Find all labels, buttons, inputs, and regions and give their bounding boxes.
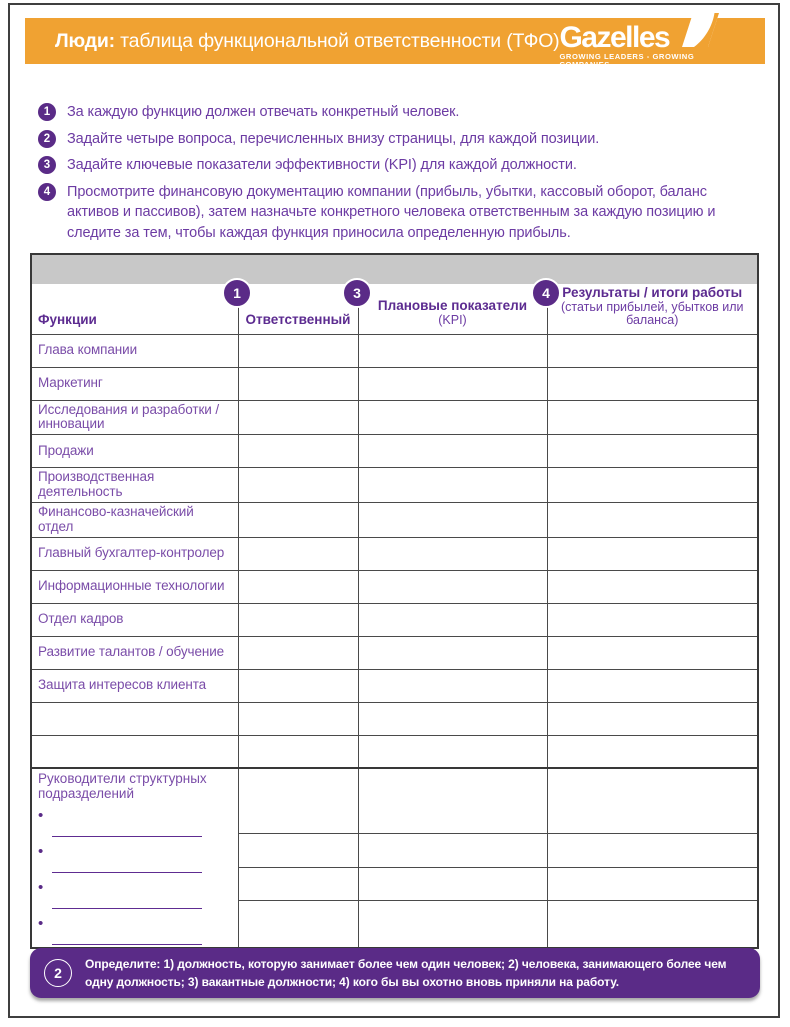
function-label: Исследования и разработки / инновации xyxy=(31,400,238,435)
fill-in-cell[interactable] xyxy=(547,468,758,503)
column-header-kpi-sub: (KPI) xyxy=(438,313,467,328)
fill-in-cell[interactable] xyxy=(238,400,358,435)
column-header-kpi-label: Плановые показатели xyxy=(377,298,528,314)
department-heads-cell xyxy=(31,768,238,948)
instruction-text: Задайте ключевые показатели эффективности (KPI) для каждой должности. xyxy=(67,157,577,174)
table-row xyxy=(31,468,758,503)
fill-in-cell[interactable] xyxy=(547,735,758,768)
function-label: Развитие талантов / обучение xyxy=(31,636,238,669)
fill-in-cell[interactable] xyxy=(238,868,358,901)
fill-in-cell[interactable] xyxy=(547,367,758,400)
fill-in-cell[interactable] xyxy=(547,768,758,833)
accountability-table xyxy=(30,253,759,949)
fill-in-cell[interactable] xyxy=(547,702,758,735)
function-label: Маркетинг xyxy=(31,367,238,400)
fill-in-cell[interactable] xyxy=(358,570,547,603)
fill-in-cell[interactable] xyxy=(358,367,547,400)
column-header-functions: Функции xyxy=(31,284,238,334)
table-header-row xyxy=(31,284,758,334)
column-badge-4: 4 xyxy=(531,278,561,308)
instruction-text: За каждую функцию должен отвечать конкретный человек. xyxy=(67,104,460,120)
fill-in-cell[interactable] xyxy=(238,735,358,768)
fill-in-blank-line[interactable] xyxy=(52,872,202,873)
fill-in-cell[interactable] xyxy=(238,636,358,669)
fill-in-cell[interactable] xyxy=(238,669,358,702)
gazelles-wordmark: Gazelles xyxy=(559,21,670,55)
instruction-number-badge: 3 xyxy=(38,156,56,174)
footer-step-badge: 2 xyxy=(44,959,72,987)
bullet-icon: • xyxy=(38,915,44,933)
function-label xyxy=(31,702,238,735)
fill-in-cell[interactable] xyxy=(358,900,547,948)
function-label: Производственная деятельность xyxy=(31,468,238,503)
fill-in-cell[interactable] xyxy=(547,900,758,948)
fill-in-cell[interactable] xyxy=(358,636,547,669)
column-badge-1: 1 xyxy=(222,278,252,308)
instruction-item xyxy=(38,182,738,244)
instruction-text: Просмотрите финансовую документацию компании (прибыль, убытки, кассовый оборот, баланс активов и пассивов), затем назначьте конкретного человека ответственным за каждую позицию и следите за тем, чтобы каждая функция приносила определенную прибыль. xyxy=(67,183,716,241)
fill-in-blank-line[interactable] xyxy=(52,944,202,945)
function-label: Отдел кадров xyxy=(31,603,238,636)
header-banner xyxy=(25,18,765,69)
gazelles-swoosh-icon xyxy=(673,13,719,51)
page-title-rest: таблица функциональной ответственности (ТФО) xyxy=(114,29,560,52)
fill-in-cell[interactable] xyxy=(238,768,358,833)
instruction-item xyxy=(38,102,738,123)
function-label xyxy=(31,735,238,768)
fill-in-cell[interactable] xyxy=(358,669,547,702)
table-row xyxy=(31,603,758,636)
table-row xyxy=(31,435,758,468)
fill-in-cell[interactable] xyxy=(547,603,758,636)
fill-in-cell[interactable] xyxy=(547,435,758,468)
table-row xyxy=(31,570,758,603)
fill-in-cell[interactable] xyxy=(547,833,758,868)
column-header-kpi xyxy=(358,284,547,334)
fill-in-cell[interactable] xyxy=(547,570,758,603)
fill-in-cell[interactable] xyxy=(547,868,758,901)
fill-in-cell[interactable] xyxy=(358,768,547,833)
bullet-icon: • xyxy=(38,879,44,897)
fill-in-cell[interactable] xyxy=(238,502,358,537)
table-row xyxy=(31,768,758,833)
fill-in-cell[interactable] xyxy=(358,435,547,468)
department-heads-label: Руководители структурных подразделений xyxy=(38,771,207,802)
table-row xyxy=(31,400,758,435)
gazelles-tagline: GROWING LEADERS - GROWING COMPANIES xyxy=(559,52,695,69)
fill-in-cell[interactable] xyxy=(238,435,358,468)
fill-in-cell[interactable] xyxy=(547,669,758,702)
instructions-list xyxy=(38,102,738,249)
fill-in-cell[interactable] xyxy=(358,537,547,570)
gazelles-logo xyxy=(559,13,747,68)
function-label: Финансово-казначейский отдел xyxy=(31,502,238,537)
fill-in-blank-line[interactable] xyxy=(52,908,202,909)
fill-in-cell[interactable] xyxy=(358,868,547,901)
table-row xyxy=(31,367,758,400)
fill-in-cell[interactable] xyxy=(358,735,547,768)
function-label: Информационные технологии xyxy=(31,570,238,603)
fill-in-cell[interactable] xyxy=(547,636,758,669)
table-row xyxy=(31,537,758,570)
fill-in-cell[interactable] xyxy=(238,367,358,400)
bullet-list-item xyxy=(38,807,232,837)
fill-in-cell[interactable] xyxy=(358,334,547,367)
instruction-text: Задайте четыре вопроса, перечисленных внизу страницы, для каждой позиции. xyxy=(67,130,600,147)
bullet-icon: • xyxy=(38,843,44,861)
page-title-lead: Люди: xyxy=(55,29,115,52)
fill-in-cell[interactable] xyxy=(358,400,547,435)
column-header-results-sub: (статьи прибылей, убытков или баланса) xyxy=(560,300,744,328)
fill-in-blank-line[interactable] xyxy=(52,836,202,837)
fill-in-cell[interactable] xyxy=(238,603,358,636)
function-label: Главный бухгалтер-контролер xyxy=(31,537,238,570)
bullet-list-item xyxy=(38,879,232,909)
bullet-list-item xyxy=(38,843,232,873)
page-title xyxy=(55,30,559,53)
fill-in-cell[interactable] xyxy=(238,702,358,735)
footer-banner xyxy=(30,948,760,998)
table-row xyxy=(31,636,758,669)
instruction-number-badge: 4 xyxy=(38,183,56,201)
column-header-accountable: Ответственный xyxy=(238,284,358,334)
instruction-number-badge: 1 xyxy=(38,103,56,121)
column-header-results xyxy=(547,284,758,334)
function-label: Глава компании xyxy=(31,334,238,367)
bullet-list-item xyxy=(38,915,232,945)
instruction-item xyxy=(38,129,738,150)
table-row xyxy=(31,669,758,702)
fill-in-cell[interactable] xyxy=(238,537,358,570)
fill-in-cell[interactable] xyxy=(358,603,547,636)
fill-in-cell[interactable] xyxy=(547,502,758,537)
table-row xyxy=(31,735,758,768)
fill-in-cell[interactable] xyxy=(358,502,547,537)
fill-in-cell[interactable] xyxy=(238,468,358,503)
table-gray-band xyxy=(31,254,758,284)
instruction-number-badge: 2 xyxy=(38,130,56,148)
instruction-item xyxy=(38,155,738,176)
fill-in-cell[interactable] xyxy=(358,702,547,735)
fill-in-cell[interactable] xyxy=(238,833,358,868)
table-row xyxy=(31,702,758,735)
fill-in-cell[interactable] xyxy=(238,900,358,948)
fill-in-cell[interactable] xyxy=(238,570,358,603)
fill-in-cell[interactable] xyxy=(547,334,758,367)
table-row xyxy=(31,502,758,537)
table-row xyxy=(31,334,758,367)
fill-in-cell[interactable] xyxy=(358,833,547,868)
fill-in-cell[interactable] xyxy=(547,537,758,570)
function-label: Продажи xyxy=(31,435,238,468)
fill-in-cell[interactable] xyxy=(238,334,358,367)
bullet-icon: • xyxy=(38,807,44,825)
column-badge-3: 3 xyxy=(342,278,372,308)
column-header-results-label: Результаты / итоги работы xyxy=(562,285,743,300)
footer-instruction-text: Определите: 1) должность, которую занимает более чем один человек; 2) человека, занимающего более чем одну должность; 3) вакантные должности; 4) кого бы вы охотно вновь приняли на работу. xyxy=(85,957,727,989)
fill-in-cell[interactable] xyxy=(547,400,758,435)
function-label: Защита интересов клиента xyxy=(31,669,238,702)
fill-in-cell[interactable] xyxy=(358,468,547,503)
